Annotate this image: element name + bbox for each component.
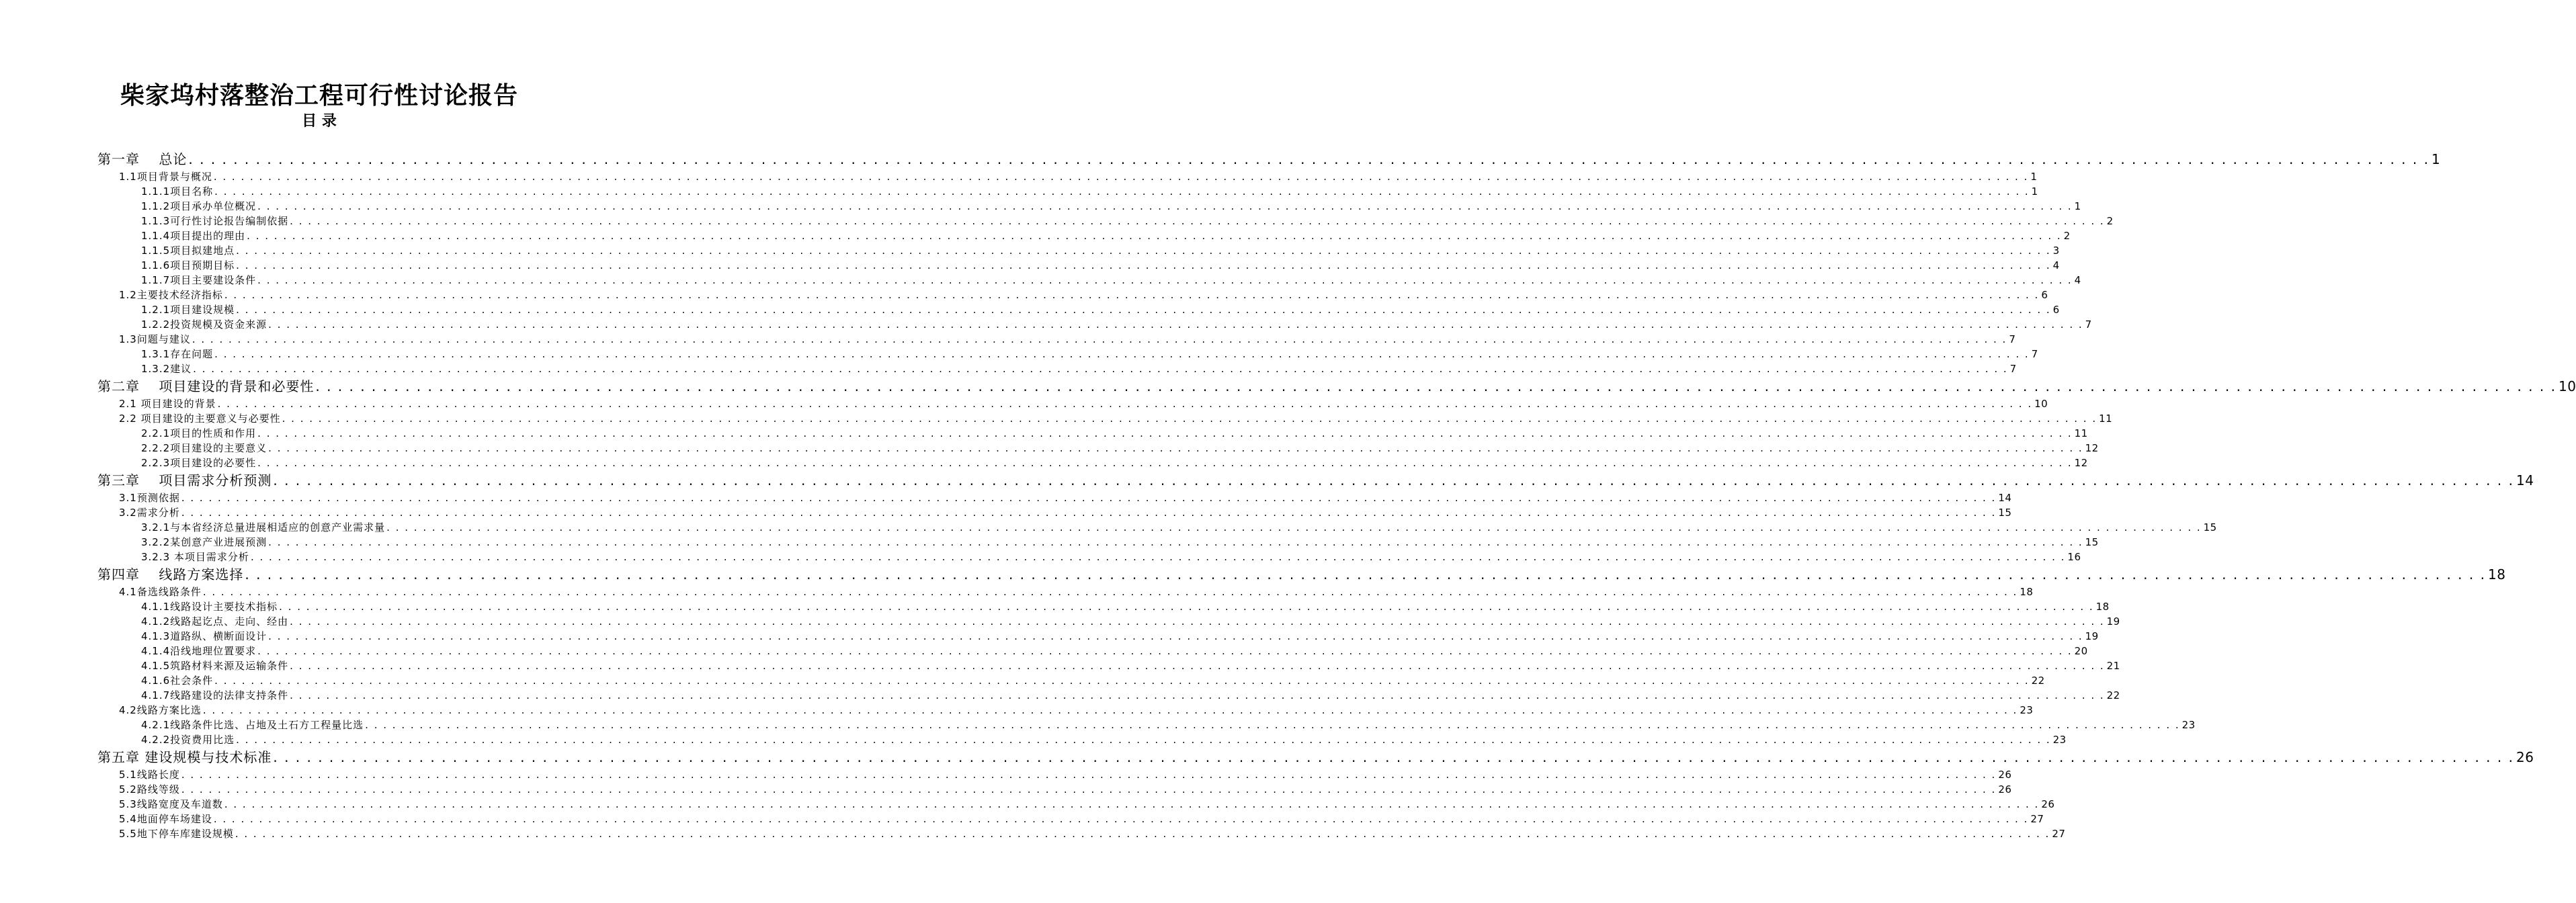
toc-entry[interactable]	[0, 732, 2067, 747]
toc-entry-page-number: 21	[2106, 660, 2120, 672]
toc-entry-page-number: 14	[1998, 492, 2012, 504]
toc-entry-label: 4.1.1线路设计主要技术指标	[141, 601, 278, 613]
toc-entry-page-number: 2	[2106, 215, 2114, 227]
toc-entry-page-number: 26	[2516, 749, 2534, 765]
toc-entry-page-number: 1	[2030, 171, 2038, 183]
toc-entry-page-number: 7	[2031, 348, 2038, 360]
toc-entry-page-number: 12	[2074, 457, 2088, 469]
toc-entry-page-number: 7	[2085, 318, 2092, 331]
toc-entry[interactable]	[0, 426, 2088, 441]
toc-entry[interactable]	[0, 243, 2060, 258]
toc-entry-page-number: 27	[2052, 828, 2066, 840]
toc-entry-label: 2.2.2项目建设的主要意义	[141, 442, 267, 454]
toc-dot-leader: . . . . . . . . . . . . . . . . . . . . . . . . . . . . . . . . . . . . . . . . . . . . . . . . . . . . . . . . . . . . . . . . . . . . . . . . . . . . . . . . . . . . . . . . . . . . . . . . . . . . . . . . . . . . . . . . . . . . . . . . . . . . . . . . . . . . . . . . . . . . . . . . . . . . . . . . . . . . . . . . . . . . . . . . . . . . . . . . . . . . . . . . . . . . . . . . . . . . . . . .	[279, 601, 2094, 613]
toc-dot-leader: . . . . . . . . . . . . . . . . . . . . . . . . . . . . . . . . . . . . . . . . . . . . . . . . . . . . . . . . . . . . . . . . . . . . . . . . . . . . . . . . . . . . . . . . . . . . . . . . . . . . . . . . . . . . . . . . . . . . . . . . . . . . . . . . . . . . . . . . . . . . . . . . . . . . . . . . . . . . . . . . . . . . . . . . . . . . . . . . . . . . . . . . . . . . . . . . . . . . . . . .	[268, 536, 2083, 548]
toc-entry[interactable]	[0, 564, 2506, 585]
toc-entry-page-number: 10	[2558, 378, 2576, 394]
toc-entry[interactable]	[0, 490, 2012, 505]
toc-dot-leader: . . . . . . . . . . . . . . . . . . . . . . . . . . . . . . . . . . . . . . . . . . . . . . . . . . . . . . . . . . . . . . . . . . . . . . . . . . . . . . . . . . . . . . . . . . . . . . . . . . . . . . . . . . . . . . . . . . . . . . . . . . . . . . . . . . . . . . . . . . . . . . . . . . . . . . . . . . . . . . . . . . . . . . . . . . . . . . . . . . . . . . . . . . . . . . . . . . . . . . . .	[217, 398, 2033, 410]
toc-entry-label: 4.1备选线路条件	[119, 586, 202, 598]
toc-entry-page-number: 19	[2106, 615, 2120, 628]
toc-dot-leader: . . . . . . . . . . . . . . . . . . . . . . . . . . . . . . . . . . . . . . . . . . . . . . . . . . . . . . . . . . . . . . . . . . . . . . . . . . . . . . . . . . . . . . . . . . . . . . . . . . . . . . . . . . . . . . . . . . . . . . . . . . . . . . . . . . . . . . . . . . . . . . . . . . . . . . . . . . . . . . . . . . . . . . . . . . . . . . . . . . . . . . . . . . . . . . . . . . . . . . . .	[188, 151, 2429, 167]
toc-entry[interactable]	[0, 688, 2120, 703]
toc-dot-leader: . . . . . . . . . . . . . . . . . . . . . . . . . . . . . . . . . . . . . . . . . . . . . . . . . . . . . . . . . . . . . . . . . . . . . . . . . . . . . . . . . . . . . . . . . . . . . . . . . . . . . . . . . . . . . . . . . . . . . . . . . . . . . . . . . . . . . . . . . . . . . . . . . . . . . . . . . . . . . . . . . . . . . . . . . . . . . . . . . . . . . . . . . . . . . . . . . . . . . . . .	[273, 749, 2514, 765]
toc-entry-page-number: 14	[2516, 472, 2534, 488]
toc-entry-page-number: 12	[2085, 442, 2099, 454]
toc-entry-label: 第五章 建设规模与技术标准	[97, 749, 272, 765]
toc-entry-label: 1.1.1项目名称	[141, 185, 214, 198]
toc-entry-label: 3.2需求分析	[119, 507, 180, 519]
toc-entry[interactable]	[0, 505, 2012, 520]
toc-entry[interactable]	[0, 169, 2038, 184]
toc-entry[interactable]	[0, 396, 2048, 411]
toc-entry[interactable]	[0, 658, 2120, 673]
toc-entry-page-number: 26	[2041, 798, 2055, 810]
toc-entry[interactable]	[0, 782, 2012, 797]
toc-entry-page-number: 23	[2182, 719, 2196, 731]
toc-entry[interactable]	[0, 718, 2196, 732]
toc-entry-label: 2.1 项目建设的背景	[119, 398, 216, 410]
toc-entry[interactable]	[0, 535, 2099, 550]
toc-dot-leader: . . . . . . . . . . . . . . . . . . . . . . . . . . . . . . . . . . . . . . . . . . . . . . . . . . . . . . . . . . . . . . . . . . . . . . . . . . . . . . . . . . . . . . . . . . . . . . . . . . . . . . . . . . . . . . . . . . . . . . . . . . . . . . . . . . . . . . . . . . . . . . . . . . . . . . . . . . . . . . . . . . . . . . . . . . . . . . . . . . . . . . . . . . . . . . . . . . . . . . . .	[236, 734, 2051, 746]
toc-dot-leader: . . . . . . . . . . . . . . . . . . . . . . . . . . . . . . . . . . . . . . . . . . . . . . . . . . . . . . . . . . . . . . . . . . . . . . . . . . . . . . . . . . . . . . . . . . . . . . . . . . . . . . . . . . . . . . . . . . . . . . . . . . . . . . . . . . . . . . . . . . . . . . . . . . . . . . . . . . . . . . . . . . . . . . . . . . . . . . . . . . . . . . . . . . . . . . . . . . . . . . . .	[235, 828, 2050, 840]
toc-entry[interactable]	[0, 332, 2016, 347]
toc-entry-page-number: 19	[2085, 630, 2099, 642]
toc-dot-leader: . . . . . . . . . . . . . . . . . . . . . . . . . . . . . . . . . . . . . . . . . . . . . . . . . . . . . . . . . . . . . . . . . . . . . . . . . . . . . . . . . . . . . . . . . . . . . . . . . . . . . . . . . . . . . . . . . . . . . . . . . . . . . . . . . . . . . . . . . . . . . . . . . . . . . . . . . . . . . . . . . . . . . . . . . . . . . . . . . . . . . . . . . . . . . . . . . . . . . . . .	[202, 586, 2018, 598]
toc-entry-label: 5.2路线等级	[119, 783, 180, 796]
toc-dot-leader: . . . . . . . . . . . . . . . . . . . . . . . . . . . . . . . . . . . . . . . . . . . . . . . . . . . . . . . . . . . . . . . . . . . . . . . . . . . . . . . . . . . . . . . . . . . . . . . . . . . . . . . . . . . . . . . . . . . . . . . . . . . . . . . . . . . . . . . . . . . . . . . . . . . . . . . . . . . . . . . . . . . . . . . . . . . . . . . . . . . . . . . . . . . . . . . . . . . . . . . .	[257, 457, 2073, 469]
toc-entry[interactable]	[0, 149, 2441, 169]
toc-entry-page-number: 7	[2009, 333, 2016, 345]
toc-dot-leader: . . . . . . . . . . . . . . . . . . . . . . . . . . . . . . . . . . . . . . . . . . . . . . . . . . . . . . . . . . . . . . . . . . . . . . . . . . . . . . . . . . . . . . . . . . . . . . . . . . . . . . . . . . . . . . . . . . . . . . . . . . . . . . . . . . . . . . . . . . . . . . . . . . . . . . . . . . . . . . . . . . . . . . . . . . . . . . . . . . . . . . . . . . . . . . . . . . . . . . . .	[236, 304, 2051, 316]
toc-entry-label: 3.2.1与本省经济总量进展相适应的创意产业需求量	[141, 521, 386, 533]
toc-entry[interactable]	[0, 826, 2066, 841]
toc-entry[interactable]	[0, 258, 2060, 273]
toc-entry[interactable]	[0, 214, 2114, 228]
toc-dot-leader: . . . . . . . . . . . . . . . . . . . . . . . . . . . . . . . . . . . . . . . . . . . . . . . . . . . . . . . . . . . . . . . . . . . . . . . . . . . . . . . . . . . . . . . . . . . . . . . . . . . . . . . . . . . . . . . . . . . . . . . . . . . . . . . . . . . . . . . . . . . . . . . . . . . . . . . . . . . . . . . . . . . . . . . . . . . . . . . . . . . . . . . . . . . . . . . . . . . . . . . .	[290, 215, 2105, 227]
toc-dot-leader: . . . . . . . . . . . . . . . . . . . . . . . . . . . . . . . . . . . . . . . . . . . . . . . . . . . . . . . . . . . . . . . . . . . . . . . . . . . . . . . . . . . . . . . . . . . . . . . . . . . . . . . . . . . . . . . . . . . . . . . . . . . . . . . . . . . . . . . . . . . . . . . . . . . . . . . . . . . . . . . . . . . . . . . . . . . . . . . . . . . . . . . . . . . . . . . . . . . . . . . .	[290, 660, 2105, 672]
toc-dot-leader: . . . . . . . . . . . . . . . . . . . . . . . . . . . . . . . . . . . . . . . . . . . . . . . . . . . . . . . . . . . . . . . . . . . . . . . . . . . . . . . . . . . . . . . . . . . . . . . . . . . . . . . . . . . . . . . . . . . . . . . . . . . . . . . . . . . . . . . . . . . . . . . . . . . . . . . . . . . . . . . . . . . . . . . . . . . . . . . . . . . . . . . . . . . . . . . . . . . . . . . .	[214, 185, 2030, 198]
toc-entry-label: 1.3.1存在问题	[141, 348, 214, 360]
toc-entry-label: 4.1.3道路纵、横断面设计	[141, 630, 267, 642]
toc-entry-page-number: 11	[2099, 413, 2113, 425]
toc-entry-label: 1.1.3可行性讨论报告编制依据	[141, 215, 289, 227]
toc-entry-page-number: 18	[2095, 601, 2110, 613]
toc-entry[interactable]	[0, 673, 2045, 688]
toc-entry-page-number: 4	[2052, 259, 2060, 271]
toc-dot-leader: . . . . . . . . . . . . . . . . . . . . . . . . . . . . . . . . . . . . . . . . . . . . . . . . . . . . . . . . . . . . . . . . . . . . . . . . . . . . . . . . . . . . . . . . . . . . . . . . . . . . . . . . . . . . . . . . . . . . . . . . . . . . . . . . . . . . . . . . . . . . . . . . . . . . . . . . . . . . . . . . . . . . . . . . . . . . . . . . . . . . . . . . . . . . . . . . . . . . . . . .	[257, 200, 2073, 212]
toc-dot-leader: . . . . . . . . . . . . . . . . . . . . . . . . . . . . . . . . . . . . . . . . . . . . . . . . . . . . . . . . . . . . . . . . . . . . . . . . . . . . . . . . . . . . . . . . . . . . . . . . . . . . . . . . . . . . . . . . . . . . . . . . . . . . . . . . . . . . . . . . . . . . . . . . . . . . . . . . . . . . . . . . . . . . . . . . . . . . . . . . . . . . . . . . . . . . . . . . . . . . . . . .	[214, 675, 2030, 687]
toc-entry[interactable]	[0, 228, 2071, 243]
toc-entry-label: 3.2.3 本项目需求分析	[141, 551, 249, 563]
toc-entry-label: 1.2.1项目建设规模	[141, 304, 235, 316]
toc-entry-label: 1.2主要技术经济指标	[119, 289, 223, 301]
toc-dot-leader: . . . . . . . . . . . . . . . . . . . . . . . . . . . . . . . . . . . . . . . . . . . . . . . . . . . . . . . . . . . . . . . . . . . . . . . . . . . . . . . . . . . . . . . . . . . . . . . . . . . . . . . . . . . . . . . . . . . . . . . . . . . . . . . . . . . . . . . . . . . . . . . . . . . . . . . . . . . . . . . . . . . . . . . . . . . . . . . . . . . . . . . . . . . . . . . . . . . . . . . .	[213, 813, 2029, 825]
toc-dot-leader: . . . . . . . . . . . . . . . . . . . . . . . . . . . . . . . . . . . . . . . . . . . . . . . . . . . . . . . . . . . . . . . . . . . . . . . . . . . . . . . . . . . . . . . . . . . . . . . . . . . . . . . . . . . . . . . . . . . . . . . . . . . . . . . . . . . . . . . . . . . . . . . . . . . . . . . . . . . . . . . . . . . . . . . . . . . . . . . . . . . . . . . . . . . . . . . . . . . . . . . .	[236, 245, 2051, 257]
toc-entry-label: 4.2.2投资费用比选	[141, 734, 235, 746]
toc-entry-page-number: 23	[2052, 734, 2067, 746]
toc-entry-page-number: 18	[2487, 566, 2506, 583]
toc-dot-leader: . . . . . . . . . . . . . . . . . . . . . . . . . . . . . . . . . . . . . . . . . . . . . . . . . . . . . . . . . . . . . . . . . . . . . . . . . . . . . . . . . . . . . . . . . . . . . . . . . . . . . . . . . . . . . . . . . . . . . . . . . . . . . . . . . . . . . . . . . . . . . . . . . . . . . . . . . . . . . . . . . . . . . . . . . . . . . . . . . . . . . . . . . . . . . . . . . . . . . . . .	[193, 363, 2008, 375]
toc-dot-leader: . . . . . . . . . . . . . . . . . . . . . . . . . . . . . . . . . . . . . . . . . . . . . . . . . . . . . . . . . . . . . . . . . . . . . . . . . . . . . . . . . . . . . . . . . . . . . . . . . . . . . . . . . . . . . . . . . . . . . . . . . . . . . . . . . . . . . . . . . . . . . . . . . . . . . . . . . . . . . . . . . . . . . . . . . . . . . . . . . . . . . . . . . . . . . . . . . . . . . . . .	[245, 566, 2486, 583]
toc-entry[interactable]	[0, 614, 2120, 629]
toc-dot-leader: . . . . . . . . . . . . . . . . . . . . . . . . . . . . . . . . . . . . . . . . . . . . . . . . . . . . . . . . . . . . . . . . . . . . . . . . . . . . . . . . . . . . . . . . . . . . . . . . . . . . . . . . . . . . . . . . . . . . . . . . . . . . . . . . . . . . . . . . . . . . . . . . . . . . . . . . . . . . . . . . . . . . . . . . . . . . . . . . . . . . . . . . . . . . . . . . . . . . . . . .	[213, 171, 2029, 183]
toc-entry-page-number: 2	[2063, 230, 2071, 242]
toc-entry-page-number: 26	[1998, 769, 2012, 781]
toc-entry-label: 4.1.4沿线地理位置要求	[141, 645, 257, 657]
toc-entry-label: 1.1.2项目承办单位概况	[141, 200, 257, 212]
toc-entry[interactable]	[0, 273, 2081, 288]
toc-entry-label: 5.4地面停车场建设	[119, 813, 212, 825]
toc-entry-label: 2.2.3项目建设的必要性	[141, 457, 257, 469]
toc-entry-page-number: 3	[2052, 245, 2060, 257]
toc-entry-label: 4.1.5筑路材料来源及运输条件	[141, 660, 289, 672]
toc-entry-page-number: 1	[2074, 200, 2081, 212]
toc-entry-label: 4.2.1线路条件比选、占地及土石方工程量比选	[141, 719, 364, 731]
toc-entry[interactable]	[0, 797, 2055, 812]
toc-entry-label: 5.5地下停车库建设规模	[119, 828, 234, 840]
toc-entry-page-number: 22	[2031, 675, 2045, 687]
toc-dot-leader: . . . . . . . . . . . . . . . . . . . . . . . . . . . . . . . . . . . . . . . . . . . . . . . . . . . . . . . . . . . . . . . . . . . . . . . . . . . . . . . . . . . . . . . . . . . . . . . . . . . . . . . . . . . . . . . . . . . . . . . . . . . . . . . . . . . . . . . . . . . . . . . . . . . . . . . . . . . . . . . . . . . . . . . . . . . . . . . . . . . . . . . . . . . . . . . . . . . . . . . .	[290, 689, 2105, 701]
toc-dot-leader: . . . . . . . . . . . . . . . . . . . . . . . . . . . . . . . . . . . . . . . . . . . . . . . . . . . . . . . . . . . . . . . . . . . . . . . . . . . . . . . . . . . . . . . . . . . . . . . . . . . . . . . . . . . . . . . . . . . . . . . . . . . . . . . . . . . . . . . . . . . . . . . . . . . . . . . . . . . . . . . . . . . . . . . . . . . . . . . . . . . . . . . . . . . . . . . . . . . . . . . .	[250, 551, 2066, 563]
toc-dot-leader: . . . . . . . . . . . . . . . . . . . . . . . . . . . . . . . . . . . . . . . . . . . . . . . . . . . . . . . . . . . . . . . . . . . . . . . . . . . . . . . . . . . . . . . . . . . . . . . . . . . . . . . . . . . . . . . . . . . . . . . . . . . . . . . . . . . . . . . . . . . . . . . . . . . . . . . . . . . . . . . . . . . . . . . . . . . . . . . . . . . . . . . . . . . . . . . . . . . . . . . .	[224, 289, 2040, 301]
toc-entry[interactable]	[0, 347, 2038, 361]
toc-dot-leader: . . . . . . . . . . . . . . . . . . . . . . . . . . . . . . . . . . . . . . . . . . . . . . . . . . . . . . . . . . . . . . . . . . . . . . . . . . . . . . . . . . . . . . . . . . . . . . . . . . . . . . . . . . . . . . . . . . . . . . . . . . . . . . . . . . . . . . . . . . . . . . . . . . . . . . . . . . . . . . . . . . . . . . . . . . . . . . . . . . . . . . . . . . . . . . . . . . . . . . . .	[214, 348, 2030, 360]
toc-entry-label: 4.1.2线路起讫点、走向、经由	[141, 615, 289, 628]
toc-entry[interactable]	[0, 441, 2099, 456]
table-of-contents	[0, 149, 2576, 841]
toc-dot-leader: . . . . . . . . . . . . . . . . . . . . . . . . . . . . . . . . . . . . . . . . . . . . . . . . . . . . . . . . . . . . . . . . . . . . . . . . . . . . . . . . . . . . . . . . . . . . . . . . . . . . . . . . . . . . . . . . . . . . . . . . . . . . . . . . . . . . . . . . . . . . . . . . . . . . . . . . . . . . . . . . . . . . . . . . . . . . . . . . . . . . . . . . . . . . . . . . . . . . . . . .	[282, 413, 2097, 425]
toc-entry-label: 1.1.6项目预期目标	[141, 259, 235, 271]
toc-entry-page-number: 16	[2067, 551, 2081, 563]
toc-dot-leader: . . . . . . . . . . . . . . . . . . . . . . . . . . . . . . . . . . . . . . . . . . . . . . . . . . . . . . . . . . . . . . . . . . . . . . . . . . . . . . . . . . . . . . . . . . . . . . . . . . . . . . . . . . . . . . . . . . . . . . . . . . . . . . . . . . . . . . . . . . . . . . . . . . . . . . . . . . . . . . . . . . . . . . . . . . . . . . . . . . . . . . . . . . . . . . . . . . . . . . . .	[268, 442, 2083, 454]
toc-dot-leader: . . . . . . . . . . . . . . . . . . . . . . . . . . . . . . . . . . . . . . . . . . . . . . . . . . . . . . . . . . . . . . . . . . . . . . . . . . . . . . . . . . . . . . . . . . . . . . . . . . . . . . . . . . . . . . . . . . . . . . . . . . . . . . . . . . . . . . . . . . . . . . . . . . . . . . . . . . . . . . . . . . . . . . . . . . . . . . . . . . . . . . . . . . . . . . . . . . . . . . . .	[224, 798, 2040, 810]
toc-entry-page-number: 27	[2030, 813, 2044, 825]
toc-entry-page-number: 26	[1998, 783, 2012, 796]
toc-entry[interactable]	[0, 767, 2012, 782]
toc-entry-label: 4.1.6社会条件	[141, 675, 214, 687]
toc-entry[interactable]	[0, 184, 2038, 199]
toc-entry-page-number: 23	[2020, 704, 2034, 716]
toc-entry-page-number: 7	[2009, 363, 2017, 375]
toc-entry[interactable]	[0, 812, 2044, 826]
toc-dot-leader: . . . . . . . . . . . . . . . . . . . . . . . . . . . . . . . . . . . . . . . . . . . . . . . . . . . . . . . . . . . . . . . . . . . . . . . . . . . . . . . . . . . . . . . . . . . . . . . . . . . . . . . . . . . . . . . . . . . . . . . . . . . . . . . . . . . . . . . . . . . . . . . . . . . . . . . . . . . . . . . . . . . . . . . . . . . . . . . . . . . . . . . . . . . . . . . . . . . . . . . .	[268, 318, 2083, 331]
toc-entry-label: 5.3线路宽度及车道数	[119, 798, 223, 810]
toc-entry[interactable]	[0, 585, 2034, 599]
toc-entry[interactable]	[0, 747, 2534, 767]
toc-entry-label: 1.1项目背景与概况	[119, 171, 212, 183]
toc-entry-label: 第三章 项目需求分析预测	[97, 472, 272, 488]
toc-entry-page-number: 6	[2052, 304, 2060, 316]
toc-entry-label: 5.1线路长度	[119, 769, 180, 781]
toc-entry[interactable]	[0, 317, 2092, 332]
toc-entry-page-number: 20	[2074, 645, 2088, 657]
toc-dot-leader: . . . . . . . . . . . . . . . . . . . . . . . . . . . . . . . . . . . . . . . . . . . . . . . . . . . . . . . . . . . . . . . . . . . . . . . . . . . . . . . . . . . . . . . . . . . . . . . . . . . . . . . . . . . . . . . . . . . . . . . . . . . . . . . . . . . . . . . . . . . . . . . . . . . . . . . . . . . . . . . . . . . . . . . . . . . . . . . . . . . . . . . . . . . . . . . . . . . . . . . .	[181, 769, 1997, 781]
toc-entry-label: 1.1.7项目主要建设条件	[141, 274, 257, 286]
toc-entry-label: 3.2.2某创意产业进展预测	[141, 536, 267, 548]
toc-entry[interactable]	[0, 599, 2110, 614]
toc-dot-leader: . . . . . . . . . . . . . . . . . . . . . . . . . . . . . . . . . . . . . . . . . . . . . . . . . . . . . . . . . . . . . . . . . . . . . . . . . . . . . . . . . . . . . . . . . . . . . . . . . . . . . . . . . . . . . . . . . . . . . . . . . . . . . . . . . . . . . . . . . . . . . . . . . . . . . . . . . . . . . . . . . . . . . . . . . . . . . . . . . . . . . . . . . . . . . . . . . . . . . . . .	[181, 783, 1997, 796]
toc-entry-page-number: 15	[2203, 521, 2217, 533]
toc-entry-page-number: 6	[2041, 289, 2048, 301]
toc-entry[interactable]	[0, 376, 2576, 396]
toc-dot-leader: . . . . . . . . . . . . . . . . . . . . . . . . . . . . . . . . . . . . . . . . . . . . . . . . . . . . . . . . . . . . . . . . . . . . . . . . . . . . . . . . . . . . . . . . . . . . . . . . . . . . . . . . . . . . . . . . . . . . . . . . . . . . . . . . . . . . . . . . . . . . . . . . . . . . . . . . . . . . . . . . . . . . . . . . . . . . . . . . . . . . . . . . . . . . . . . . . . . . . . . .	[268, 630, 2083, 642]
toc-dot-leader: . . . . . . . . . . . . . . . . . . . . . . . . . . . . . . . . . . . . . . . . . . . . . . . . . . . . . . . . . . . . . . . . . . . . . . . . . . . . . . . . . . . . . . . . . . . . . . . . . . . . . . . . . . . . . . . . . . . . . . . . . . . . . . . . . . . . . . . . . . . . . . . . . . . . . . . . . . . . . . . . . . . . . . . . . . . . . . . . . . . . . . . . . . . . . . . . . . . . . . . .	[315, 378, 2557, 394]
toc-entry[interactable]	[0, 703, 2034, 718]
toc-dot-leader: . . . . . . . . . . . . . . . . . . . . . . . . . . . . . . . . . . . . . . . . . . . . . . . . . . . . . . . . . . . . . . . . . . . . . . . . . . . . . . . . . . . . . . . . . . . . . . . . . . . . . . . . . . . . . . . . . . . . . . . . . . . . . . . . . . . . . . . . . . . . . . . . . . . . . . . . . . . . . . . . . . . . . . . . . . . . . . . . . . . . . . . . . . . . . . . . . . . . . . . .	[257, 645, 2073, 657]
toc-dot-leader: . . . . . . . . . . . . . . . . . . . . . . . . . . . . . . . . . . . . . . . . . . . . . . . . . . . . . . . . . . . . . . . . . . . . . . . . . . . . . . . . . . . . . . . . . . . . . . . . . . . . . . . . . . . . . . . . . . . . . . . . . . . . . . . . . . . . . . . . . . . . . . . . . . . . . . . . . . . . . . . . . . . . . . . . . . . . . . . . . . . . . . . . . . . . . . . . . . . . . . . .	[365, 719, 2180, 731]
toc-entry[interactable]	[0, 629, 2099, 644]
toc-entry-page-number: 18	[2020, 586, 2034, 598]
toc-entry[interactable]	[0, 644, 2088, 658]
toc-entry-label: 第一章 总论	[97, 151, 188, 167]
toc-entry-label: 4.2线路方案比选	[119, 704, 202, 716]
toc-entry-label: 1.2.2投资规模及资金来源	[141, 318, 267, 331]
toc-entry[interactable]	[0, 470, 2534, 490]
toc-entry-label: 3.1预测依据	[119, 492, 180, 504]
toc-entry[interactable]	[0, 550, 2081, 564]
toc-entry[interactable]	[0, 411, 2113, 426]
toc-dot-leader: . . . . . . . . . . . . . . . . . . . . . . . . . . . . . . . . . . . . . . . . . . . . . . . . . . . . . . . . . . . . . . . . . . . . . . . . . . . . . . . . . . . . . . . . . . . . . . . . . . . . . . . . . . . . . . . . . . . . . . . . . . . . . . . . . . . . . . . . . . . . . . . . . . . . . . . . . . . . . . . . . . . . . . . . . . . . . . . . . . . . . . . . . . . . . . . . . . . . . . . .	[247, 230, 2062, 242]
toc-dot-leader: . . . . . . . . . . . . . . . . . . . . . . . . . . . . . . . . . . . . . . . . . . . . . . . . . . . . . . . . . . . . . . . . . . . . . . . . . . . . . . . . . . . . . . . . . . . . . . . . . . . . . . . . . . . . . . . . . . . . . . . . . . . . . . . . . . . . . . . . . . . . . . . . . . . . . . . . . . . . . . . . . . . . . . . . . . . . . . . . . . . . . . . . . . . . . . . . . . . . . . . .	[181, 507, 1997, 519]
toc-dot-leader: . . . . . . . . . . . . . . . . . . . . . . . . . . . . . . . . . . . . . . . . . . . . . . . . . . . . . . . . . . . . . . . . . . . . . . . . . . . . . . . . . . . . . . . . . . . . . . . . . . . . . . . . . . . . . . . . . . . . . . . . . . . . . . . . . . . . . . . . . . . . . . . . . . . . . . . . . . . . . . . . . . . . . . . . . . . . . . . . . . . . . . . . . . . . . . . . . . . . . . . .	[290, 615, 2105, 628]
toc-dot-leader: . . . . . . . . . . . . . . . . . . . . . . . . . . . . . . . . . . . . . . . . . . . . . . . . . . . . . . . . . . . . . . . . . . . . . . . . . . . . . . . . . . . . . . . . . . . . . . . . . . . . . . . . . . . . . . . . . . . . . . . . . . . . . . . . . . . . . . . . . . . . . . . . . . . . . . . . . . . . . . . . . . . . . . . . . . . . . . . . . . . . . . . . . . . . . . . . . . . . . . . .	[273, 472, 2514, 488]
toc-entry-page-number: 15	[2085, 536, 2099, 548]
toc-dot-leader: . . . . . . . . . . . . . . . . . . . . . . . . . . . . . . . . . . . . . . . . . . . . . . . . . . . . . . . . . . . . . . . . . . . . . . . . . . . . . . . . . . . . . . . . . . . . . . . . . . . . . . . . . . . . . . . . . . . . . . . . . . . . . . . . . . . . . . . . . . . . . . . . . . . . . . . . . . . . . . . . . . . . . . . . . . . . . . . . . . . . . . . . . . . . . . . . . . . . . . . .	[257, 427, 2073, 439]
toc-entry-label: 2.2.1项目的性质和作用	[141, 427, 257, 439]
toc-entry-label: 1.1.5项目拟建地点	[141, 245, 235, 257]
toc-dot-leader: . . . . . . . . . . . . . . . . . . . . . . . . . . . . . . . . . . . . . . . . . . . . . . . . . . . . . . . . . . . . . . . . . . . . . . . . . . . . . . . . . . . . . . . . . . . . . . . . . . . . . . . . . . . . . . . . . . . . . . . . . . . . . . . . . . . . . . . . . . . . . . . . . . . . . . . . . . . . . . . . . . . . . . . . . . . . . . . . . . . . . . . . . . . . . . . . . . . . . . . .	[181, 492, 1997, 504]
toc-entry-label: 1.3.2建议	[141, 363, 192, 375]
toc-entry-label: 1.3问题与建议	[119, 333, 191, 345]
toc-entry[interactable]	[0, 199, 2081, 214]
toc-entry-page-number: 11	[2074, 427, 2088, 439]
toc-entry-label: 第四章 线路方案选择	[97, 566, 244, 583]
toc-entry-label: 第二章 项目建设的背景和必要性	[97, 378, 315, 394]
toc-entry-page-number: 10	[2034, 398, 2048, 410]
toc-dot-leader: . . . . . . . . . . . . . . . . . . . . . . . . . . . . . . . . . . . . . . . . . . . . . . . . . . . . . . . . . . . . . . . . . . . . . . . . . . . . . . . . . . . . . . . . . . . . . . . . . . . . . . . . . . . . . . . . . . . . . . . . . . . . . . . . . . . . . . . . . . . . . . . . . . . . . . . . . . . . . . . . . . . . . . . . . . . . . . . . . . . . . . . . . . . . . . . . . . . . . . . .	[236, 259, 2051, 271]
document-title: 柴家坞村落整治工程可行性讨论报告	[120, 82, 518, 110]
toc-entry[interactable]	[0, 302, 2060, 317]
toc-entry-page-number: 22	[2106, 689, 2120, 701]
toc-dot-leader: . . . . . . . . . . . . . . . . . . . . . . . . . . . . . . . . . . . . . . . . . . . . . . . . . . . . . . . . . . . . . . . . . . . . . . . . . . . . . . . . . . . . . . . . . . . . . . . . . . . . . . . . . . . . . . . . . . . . . . . . . . . . . . . . . . . . . . . . . . . . . . . . . . . . . . . . . . . . . . . . . . . . . . . . . . . . . . . . . . . . . . . . . . . . . . . . . . . . . . . .	[386, 521, 2202, 533]
toc-heading: 目 录	[302, 113, 337, 130]
toc-dot-leader: . . . . . . . . . . . . . . . . . . . . . . . . . . . . . . . . . . . . . . . . . . . . . . . . . . . . . . . . . . . . . . . . . . . . . . . . . . . . . . . . . . . . . . . . . . . . . . . . . . . . . . . . . . . . . . . . . . . . . . . . . . . . . . . . . . . . . . . . . . . . . . . . . . . . . . . . . . . . . . . . . . . . . . . . . . . . . . . . . . . . . . . . . . . . . . . . . . . . . . . .	[202, 704, 2018, 716]
toc-entry-page-number: 15	[1998, 507, 2012, 519]
toc-entry[interactable]	[0, 361, 2017, 376]
toc-entry-page-number: 1	[2031, 185, 2038, 198]
toc-entry-page-number: 1	[2431, 151, 2441, 167]
toc-entry-label: 4.1.7线路建设的法律支持条件	[141, 689, 289, 701]
toc-dot-leader: . . . . . . . . . . . . . . . . . . . . . . . . . . . . . . . . . . . . . . . . . . . . . . . . . . . . . . . . . . . . . . . . . . . . . . . . . . . . . . . . . . . . . . . . . . . . . . . . . . . . . . . . . . . . . . . . . . . . . . . . . . . . . . . . . . . . . . . . . . . . . . . . . . . . . . . . . . . . . . . . . . . . . . . . . . . . . . . . . . . . . . . . . . . . . . . . . . . . . . . .	[257, 274, 2073, 286]
toc-entry-label: 2.2 项目建设的主要意义与必要性	[119, 413, 281, 425]
toc-entry[interactable]	[0, 456, 2088, 470]
toc-entry[interactable]	[0, 288, 2048, 302]
toc-entry[interactable]	[0, 520, 2217, 535]
toc-entry-page-number: 4	[2074, 274, 2081, 286]
toc-dot-leader: . . . . . . . . . . . . . . . . . . . . . . . . . . . . . . . . . . . . . . . . . . . . . . . . . . . . . . . . . . . . . . . . . . . . . . . . . . . . . . . . . . . . . . . . . . . . . . . . . . . . . . . . . . . . . . . . . . . . . . . . . . . . . . . . . . . . . . . . . . . . . . . . . . . . . . . . . . . . . . . . . . . . . . . . . . . . . . . . . . . . . . . . . . . . . . . . . . . . . . . .	[192, 333, 2007, 345]
toc-entry-label: 1.1.4项目提出的理由	[141, 230, 246, 242]
